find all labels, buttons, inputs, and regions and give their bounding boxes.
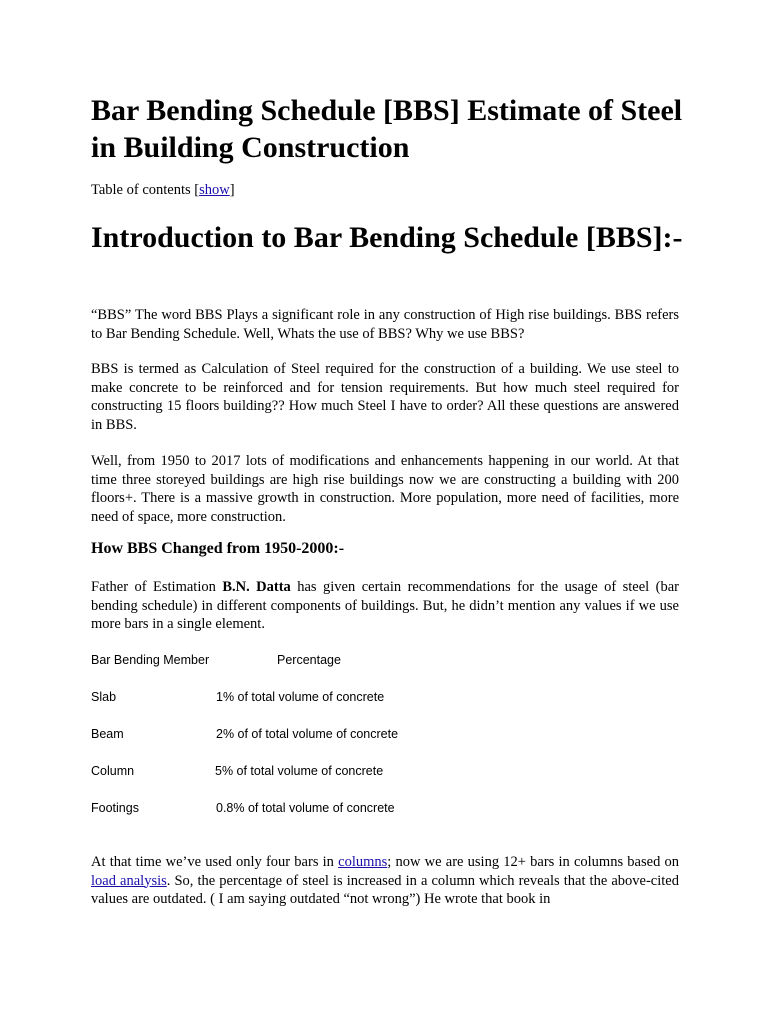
page-title: Bar Bending Schedule [BBS] Estimate of Steel in Building Construction	[91, 94, 683, 164]
paragraph-outdated-values: At that time we’ve used only four bars in columns; now we are using 12+ bars in columns based on load analysis. So, the percentage of steel is increased in a column which reveals that the above-cited values are outdated. ( I am saying outdated “not wrong”) He wrote that book in	[91, 854, 680, 907]
toc-show-link[interactable]: show	[199, 182, 230, 198]
section-heading: How BBS Changed from 1950-2000:-	[91, 540, 345, 557]
table-of-contents	[91, 182, 235, 199]
toc-prefix: Table of contents [	[91, 182, 200, 198]
header-percentage: Percentage	[277, 653, 341, 667]
bn-datta-name: B.N. Datta	[222, 579, 291, 595]
header-member: Bar Bending Member	[91, 653, 210, 667]
paragraph-bn-datta: Father of Estimation B.N. Datta has given certain recommendations for the usage of steel (bar bending schedule) in different components of buildings. But, he didn’t mention any values if we use more bars in a single element.	[91, 579, 679, 632]
paragraph-bbs-definition: BBS is termed as Calculation of Steel required for the construction of a building. We use steel to make concrete to be reinforced and for tension requirements. But how much steel required for constructing 15 floors building?? How much Steel I have to order? All these questions are answered in BBS.	[91, 361, 679, 433]
paragraph-bbs-meaning: “BBS” The word BBS Plays a significant role in any construction of High rise buildings. BBS refers to Bar Bending Schedule. Well, Whats the use of BBS? Why we use BBS?	[91, 307, 679, 342]
load-analysis-link[interactable]: load analysis	[91, 872, 167, 889]
intro-heading: Introduction to Bar Bending Schedule [BBS]:-	[91, 221, 683, 254]
toc-suffix: ]	[229, 182, 235, 198]
columns-link[interactable]: columns	[338, 854, 388, 870]
paragraph-history: Well, from 1950 to 2017 lots of modifications and enhancements happening in our world. At that time three storeyed buildings are high rise buildings now we are constructing a building with 200 floors+. There is a massive growth in construction. More population, more need of facilities, more need of space, more construction.	[91, 453, 679, 525]
